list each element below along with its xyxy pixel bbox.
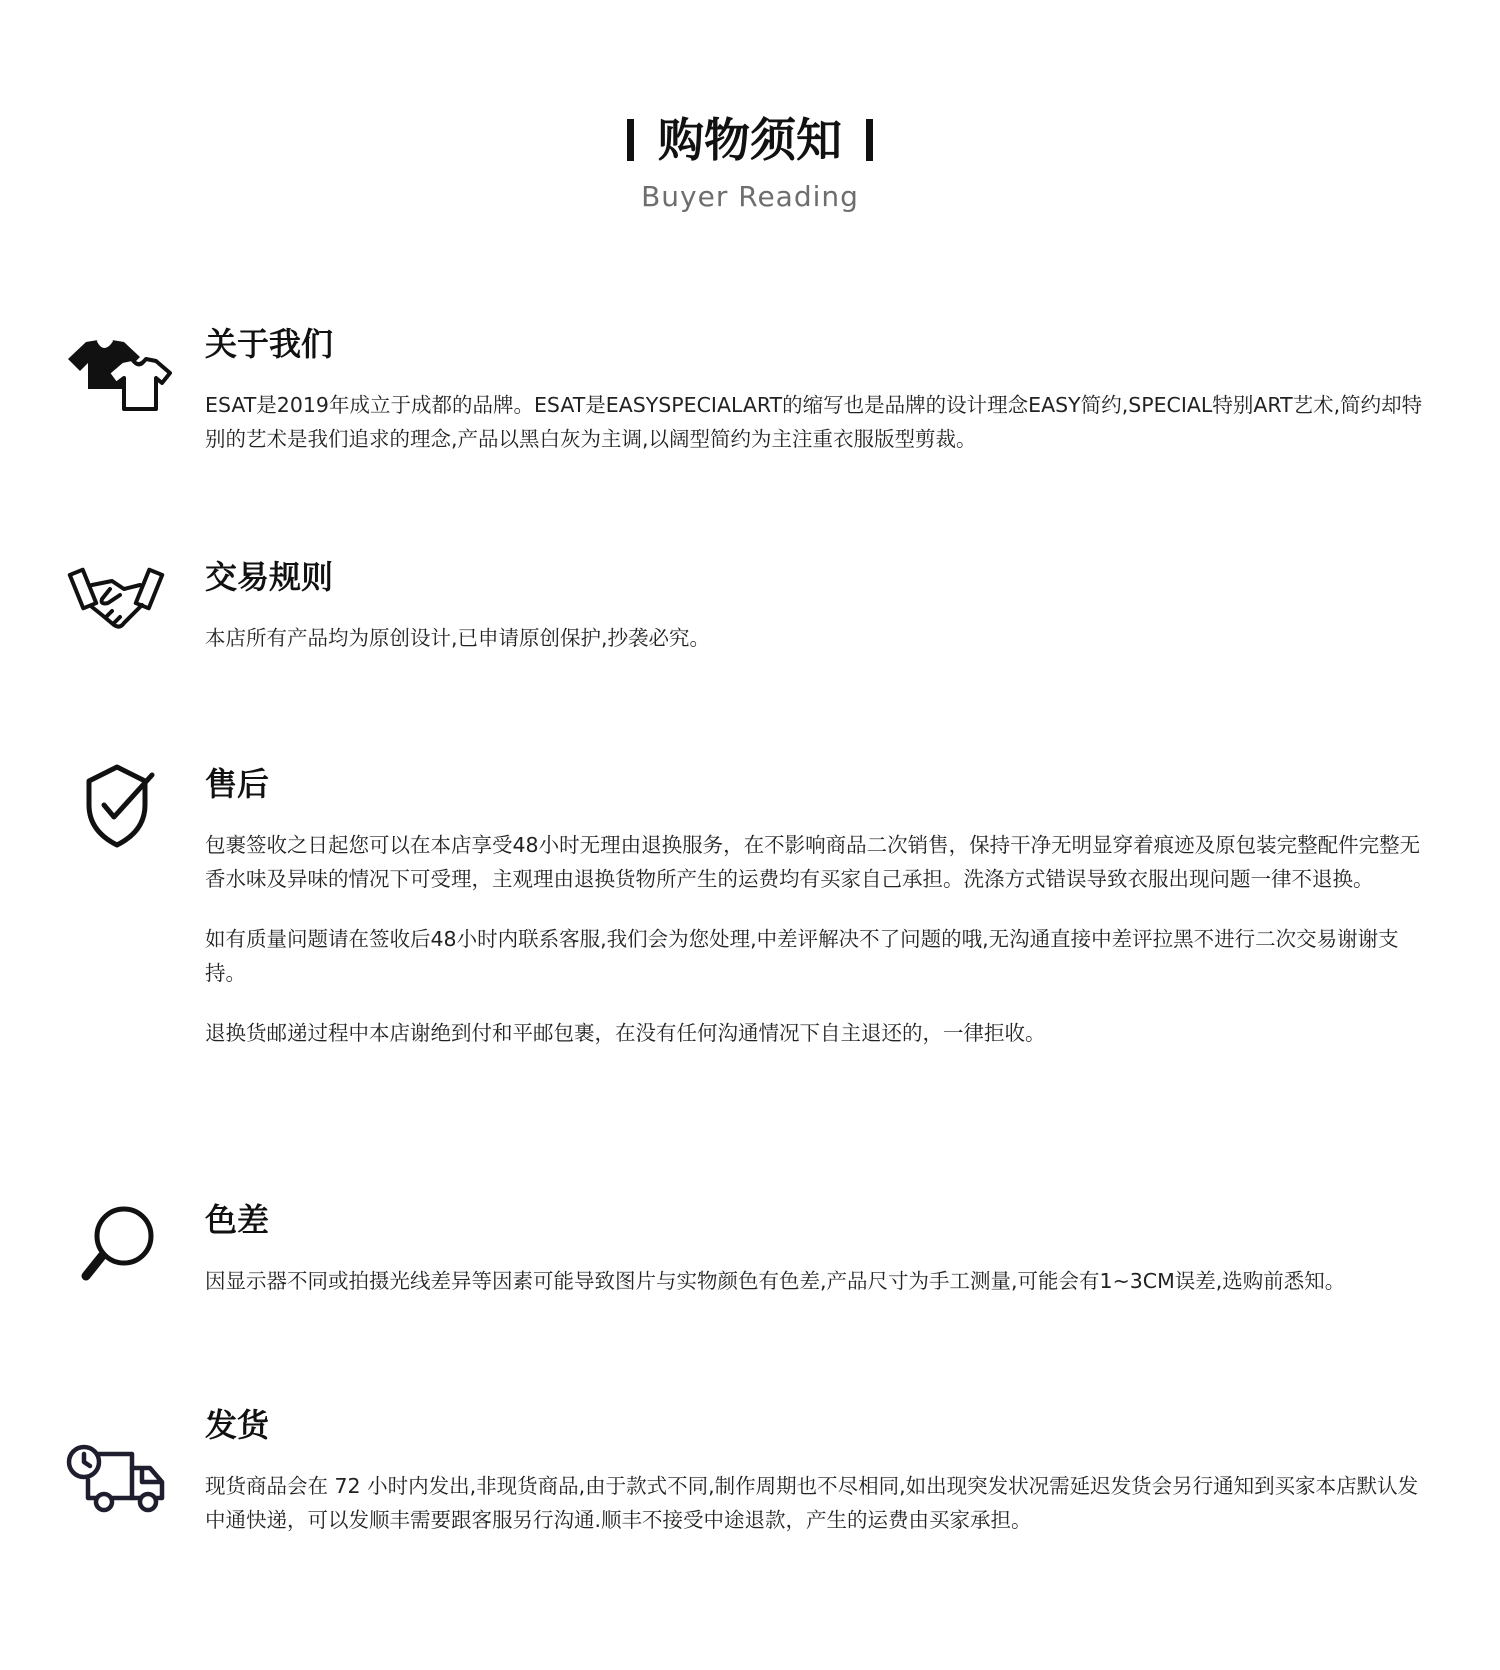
- section-title: 交易规则: [205, 558, 334, 596]
- title-right-bar: [866, 119, 873, 161]
- section-title: 发货: [205, 1406, 270, 1444]
- section-paragraph: 本店所有产品均为原创设计,已申请原创保护,抄袭必究。: [205, 626, 711, 650]
- page-title: 购物须知: [658, 113, 842, 167]
- section-paragraph: 现货商品会在 72 小时内发出,非现货商品,由于款式不同,制作周期也不尽相同,如出现突发状况需延迟发货会另行通知到买家本店默认发中通快递，可以发顺丰需要跟客服另行沟通.顺丰不接受中途退款，产生的运费由买家承担。: [205, 1474, 1419, 1532]
- page-subtitle: Buyer Reading: [641, 180, 859, 213]
- title-left-bar: [627, 119, 634, 161]
- delivery-truck-icon: [62, 1440, 172, 1530]
- section-paragraph: 如有质量问题请在签收后48小时内联系客服,我们会为您处理,中差评解决不了问题的哦,无沟通直接中差评拉黑不进行二次交易谢谢支持。: [205, 927, 1399, 985]
- section-paragraph: ESAT是2019年成立于成都的品牌。ESAT是EASYSPECIALART的缩写也是品牌的设计理念EASY简约,SPECIAL特别ART艺术,简约却特别的艺术是我们追求的理念,产品以黑白灰为主调,以阔型简约为主注重衣服版型剪裁。: [205, 393, 1423, 451]
- section-paragraph: 包裹签收之日起您可以在本店享受48小时无理由退换服务，在不影响商品二次销售，保持干净无明显穿着痕迹及原包装完整配件完整无香水味及异味的情况下可受理，主观理由退换货物所产生的运费均有买家自己承担。洗涤方式错误导致衣服出现问题一律不退换。: [205, 833, 1421, 891]
- handshake-icon: [62, 563, 172, 653]
- section-body: [205, 1469, 1435, 1563]
- magnifier-icon: [62, 1206, 172, 1296]
- section-body: [205, 621, 1435, 681]
- clothing-icon: [62, 329, 172, 419]
- section-body: [205, 388, 1435, 482]
- section-title: 售后: [205, 765, 270, 803]
- section-body: [205, 1264, 1435, 1324]
- page-title-row: [627, 112, 873, 168]
- section-paragraph: 退换货邮递过程中本店谢绝到付和平邮包裹，在没有任何沟通情况下自主退还的，一律拒收。: [205, 1021, 1046, 1045]
- section-body: [205, 828, 1435, 1076]
- page-header: [0, 112, 1500, 214]
- shield-check-icon: [62, 761, 172, 851]
- section-title: 关于我们: [205, 325, 334, 363]
- section-title: 色差: [205, 1201, 270, 1239]
- section-paragraph: 因显示器不同或拍摄光线差异等因素可能导致图片与实物颜色有色差,产品尺寸为手工测量,可能会有1~3CM误差,选购前悉知。: [205, 1269, 1346, 1293]
